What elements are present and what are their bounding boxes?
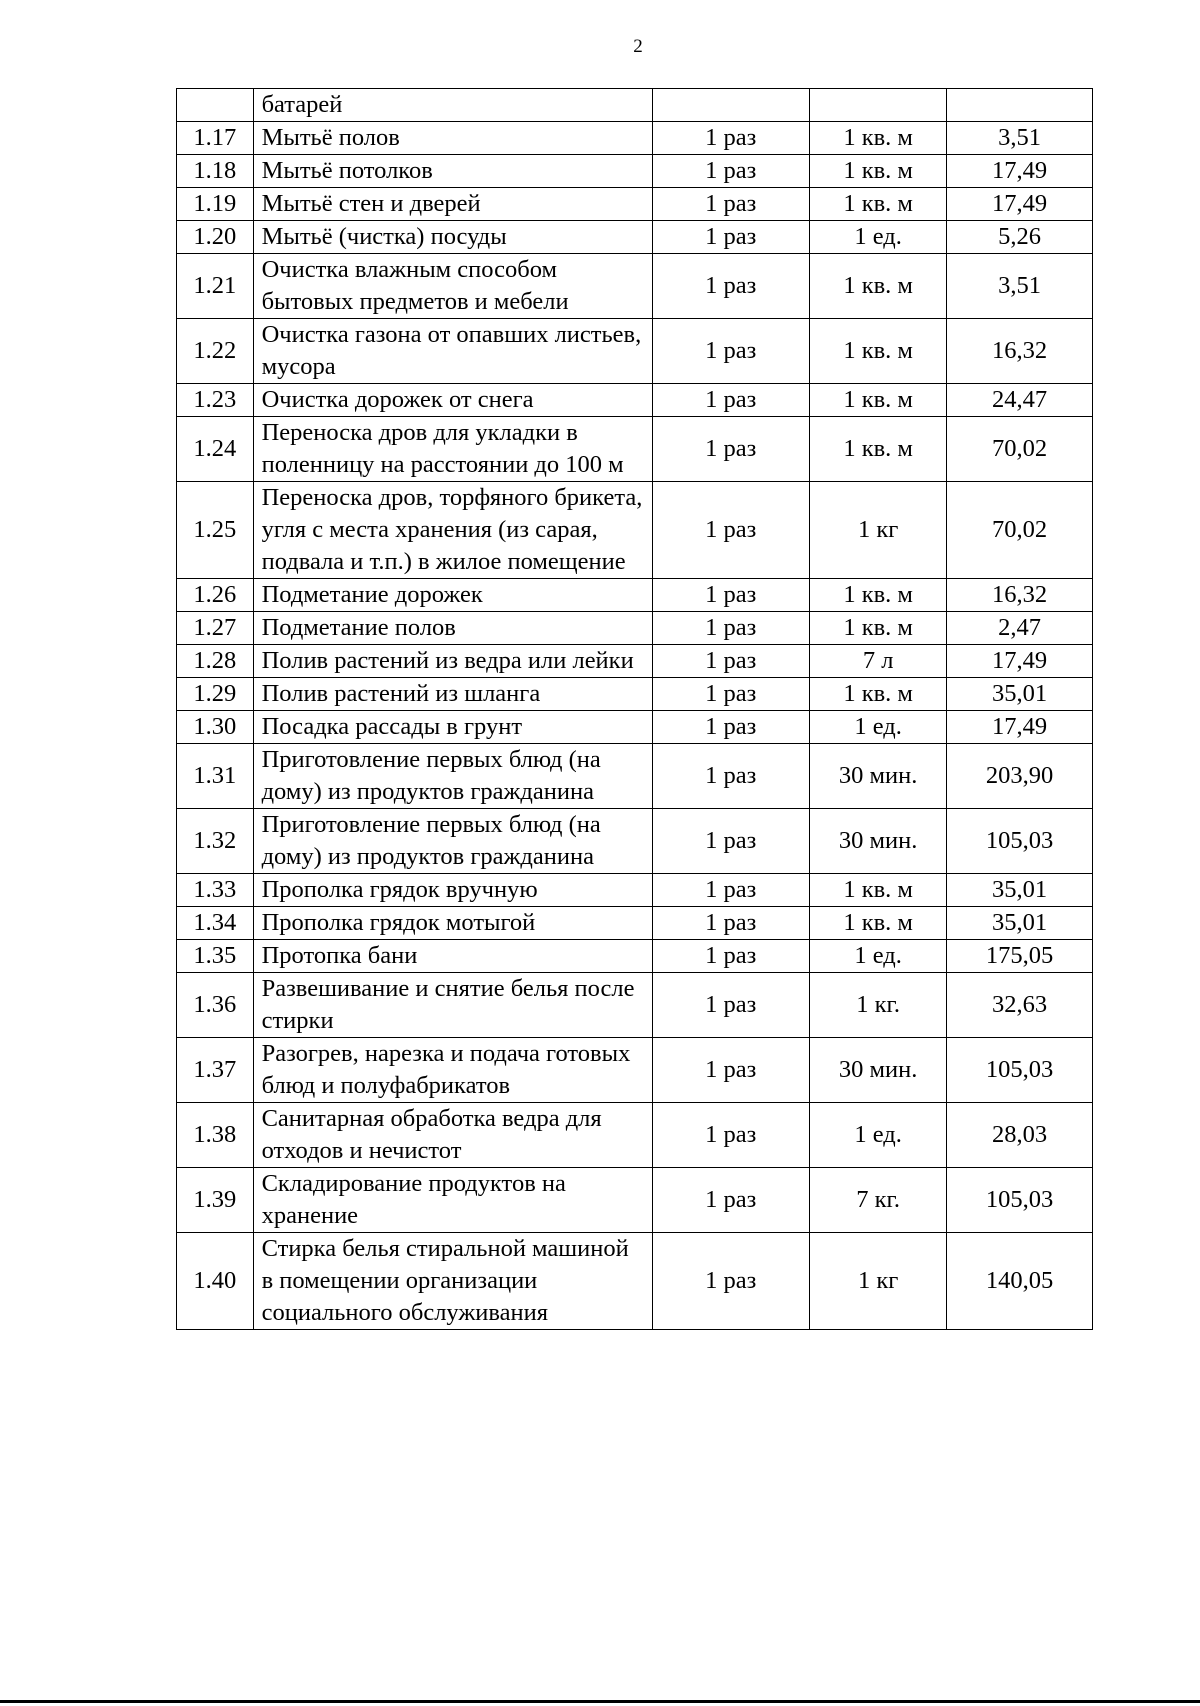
frequency-cell: 1 раз <box>652 1168 809 1233</box>
row-number-cell <box>177 89 254 122</box>
row-number-cell: 1.30 <box>177 711 254 744</box>
table-row <box>177 973 1093 1038</box>
price-cell: 5,26 <box>947 221 1093 254</box>
table-row <box>177 645 1093 678</box>
unit-cell: 1 ед. <box>810 711 947 744</box>
row-number-cell: 1.38 <box>177 1103 254 1168</box>
unit-cell: 7 кг. <box>810 1168 947 1233</box>
unit-cell: 1 кг. <box>810 973 947 1038</box>
unit-cell: 30 мин. <box>810 1038 947 1103</box>
unit-cell: 1 кг <box>810 1233 947 1330</box>
table-row <box>177 678 1093 711</box>
price-cell: 28,03 <box>947 1103 1093 1168</box>
frequency-cell: 1 раз <box>652 254 809 319</box>
unit-cell: 1 ед. <box>810 221 947 254</box>
price-cell: 203,90 <box>947 744 1093 809</box>
table-row <box>177 711 1093 744</box>
price-cell: 24,47 <box>947 384 1093 417</box>
frequency-cell: 1 раз <box>652 188 809 221</box>
table-row <box>177 612 1093 645</box>
service-name-cell: Полив растений из ведра или лейки <box>253 645 652 678</box>
unit-cell: 1 кв. м <box>810 254 947 319</box>
service-name-cell: батарей <box>253 89 652 122</box>
service-name-cell: Переноска дров, торфяного брикета, угля с места хранения (из сарая, подвала и т.п.) в жилое помещение <box>253 482 652 579</box>
service-name-cell: Подметание полов <box>253 612 652 645</box>
frequency-cell: 1 раз <box>652 809 809 874</box>
unit-cell: 1 кг <box>810 482 947 579</box>
unit-cell: 1 кв. м <box>810 907 947 940</box>
price-cell: 70,02 <box>947 482 1093 579</box>
row-number-cell: 1.34 <box>177 907 254 940</box>
unit-cell: 1 ед. <box>810 1103 947 1168</box>
table-row <box>177 482 1093 579</box>
price-cell: 16,32 <box>947 319 1093 384</box>
table-body <box>177 89 1093 1330</box>
service-name-cell: Прополка грядок мотыгой <box>253 907 652 940</box>
unit-cell: 7 л <box>810 645 947 678</box>
table-row <box>177 417 1093 482</box>
table-row <box>177 1168 1093 1233</box>
unit-cell: 1 кв. м <box>810 122 947 155</box>
unit-cell <box>810 89 947 122</box>
row-number-cell: 1.26 <box>177 579 254 612</box>
row-number-cell: 1.19 <box>177 188 254 221</box>
frequency-cell: 1 раз <box>652 482 809 579</box>
table-row <box>177 1103 1093 1168</box>
frequency-cell: 1 раз <box>652 907 809 940</box>
service-name-cell: Мытьё (чистка) посуды <box>253 221 652 254</box>
unit-cell: 1 кв. м <box>810 417 947 482</box>
unit-cell: 1 кв. м <box>810 874 947 907</box>
service-name-cell: Мытьё потолков <box>253 155 652 188</box>
unit-cell: 1 кв. м <box>810 155 947 188</box>
row-number-cell: 1.35 <box>177 940 254 973</box>
frequency-cell: 1 раз <box>652 645 809 678</box>
row-number-cell: 1.20 <box>177 221 254 254</box>
price-cell: 3,51 <box>947 254 1093 319</box>
table-row <box>177 122 1093 155</box>
table-row <box>177 384 1093 417</box>
price-cell: 70,02 <box>947 417 1093 482</box>
unit-cell: 1 кв. м <box>810 612 947 645</box>
frequency-cell: 1 раз <box>652 711 809 744</box>
row-number-cell: 1.25 <box>177 482 254 579</box>
service-name-cell: Санитарная обработка ведра для отходов и нечистот <box>253 1103 652 1168</box>
service-name-cell: Мытьё полов <box>253 122 652 155</box>
frequency-cell: 1 раз <box>652 1038 809 1103</box>
row-number-cell: 1.28 <box>177 645 254 678</box>
frequency-cell: 1 раз <box>652 1233 809 1330</box>
price-cell: 105,03 <box>947 809 1093 874</box>
frequency-cell: 1 раз <box>652 973 809 1038</box>
services-table <box>176 88 1093 1330</box>
row-number-cell: 1.40 <box>177 1233 254 1330</box>
service-name-cell: Очистка дорожек от снега <box>253 384 652 417</box>
row-number-cell: 1.31 <box>177 744 254 809</box>
unit-cell: 1 кв. м <box>810 384 947 417</box>
service-name-cell: Переноска дров для укладки в поленницу на расстоянии до 100 м <box>253 417 652 482</box>
unit-cell: 1 кв. м <box>810 319 947 384</box>
price-cell: 35,01 <box>947 874 1093 907</box>
service-name-cell: Мытьё стен и дверей <box>253 188 652 221</box>
price-cell: 17,49 <box>947 188 1093 221</box>
price-cell: 175,05 <box>947 940 1093 973</box>
service-name-cell: Протопка бани <box>253 940 652 973</box>
service-name-cell: Стирка белья стиральной машиной в помещении организации социального обслуживания <box>253 1233 652 1330</box>
row-number-cell: 1.22 <box>177 319 254 384</box>
frequency-cell: 1 раз <box>652 579 809 612</box>
page-number: 2 <box>633 36 643 57</box>
table-row <box>177 1038 1093 1103</box>
price-cell: 140,05 <box>947 1233 1093 1330</box>
price-cell: 35,01 <box>947 907 1093 940</box>
service-name-cell: Приготовление первых блюд (на дому) из продуктов гражданина <box>253 809 652 874</box>
bottom-rule <box>0 1700 1200 1703</box>
service-name-cell: Разогрев, нарезка и подача готовых блюд и полуфабрикатов <box>253 1038 652 1103</box>
unit-cell: 1 ед. <box>810 940 947 973</box>
row-number-cell: 1.21 <box>177 254 254 319</box>
price-cell: 35,01 <box>947 678 1093 711</box>
price-cell: 3,51 <box>947 122 1093 155</box>
frequency-cell: 1 раз <box>652 155 809 188</box>
price-cell: 17,49 <box>947 155 1093 188</box>
price-cell: 16,32 <box>947 579 1093 612</box>
service-name-cell: Складирование продуктов на хранение <box>253 1168 652 1233</box>
frequency-cell: 1 раз <box>652 122 809 155</box>
table-row <box>177 254 1093 319</box>
price-cell: 32,63 <box>947 973 1093 1038</box>
row-number-cell: 1.29 <box>177 678 254 711</box>
frequency-cell: 1 раз <box>652 744 809 809</box>
frequency-cell: 1 раз <box>652 417 809 482</box>
price-cell: 17,49 <box>947 645 1093 678</box>
frequency-cell: 1 раз <box>652 678 809 711</box>
price-cell: 105,03 <box>947 1168 1093 1233</box>
price-cell: 105,03 <box>947 1038 1093 1103</box>
row-number-cell: 1.39 <box>177 1168 254 1233</box>
table-row <box>177 319 1093 384</box>
row-number-cell: 1.36 <box>177 973 254 1038</box>
frequency-cell: 1 раз <box>652 940 809 973</box>
table-row <box>177 89 1093 122</box>
unit-cell: 30 мин. <box>810 809 947 874</box>
row-number-cell: 1.27 <box>177 612 254 645</box>
table-row <box>177 907 1093 940</box>
service-name-cell: Полив растений из шланга <box>253 678 652 711</box>
service-name-cell: Приготовление первых блюд (на дому) из продуктов гражданина <box>253 744 652 809</box>
frequency-cell: 1 раз <box>652 612 809 645</box>
unit-cell: 1 кв. м <box>810 678 947 711</box>
row-number-cell: 1.33 <box>177 874 254 907</box>
table-row <box>177 809 1093 874</box>
row-number-cell: 1.18 <box>177 155 254 188</box>
service-name-cell: Развешивание и снятие белья после стирки <box>253 973 652 1038</box>
frequency-cell: 1 раз <box>652 221 809 254</box>
unit-cell: 1 кв. м <box>810 579 947 612</box>
row-number-cell: 1.24 <box>177 417 254 482</box>
table-row <box>177 874 1093 907</box>
price-cell <box>947 89 1093 122</box>
table-row <box>177 221 1093 254</box>
frequency-cell: 1 раз <box>652 319 809 384</box>
unit-cell: 1 кв. м <box>810 188 947 221</box>
table-row <box>177 940 1093 973</box>
row-number-cell: 1.32 <box>177 809 254 874</box>
service-name-cell: Очистка газона от опавших листьев, мусора <box>253 319 652 384</box>
frequency-cell <box>652 89 809 122</box>
row-number-cell: 1.17 <box>177 122 254 155</box>
price-cell: 17,49 <box>947 711 1093 744</box>
service-name-cell: Подметание дорожек <box>253 579 652 612</box>
frequency-cell: 1 раз <box>652 1103 809 1168</box>
table-row <box>177 579 1093 612</box>
table-row <box>177 744 1093 809</box>
service-name-cell: Посадка рассады в грунт <box>253 711 652 744</box>
frequency-cell: 1 раз <box>652 384 809 417</box>
frequency-cell: 1 раз <box>652 874 809 907</box>
service-name-cell: Прополка грядок вручную <box>253 874 652 907</box>
row-number-cell: 1.37 <box>177 1038 254 1103</box>
service-name-cell: Очистка влажным способом бытовых предметов и мебели <box>253 254 652 319</box>
price-cell: 2,47 <box>947 612 1093 645</box>
unit-cell: 30 мин. <box>810 744 947 809</box>
table-row <box>177 155 1093 188</box>
table-row <box>177 1233 1093 1330</box>
row-number-cell: 1.23 <box>177 384 254 417</box>
table-row <box>177 188 1093 221</box>
